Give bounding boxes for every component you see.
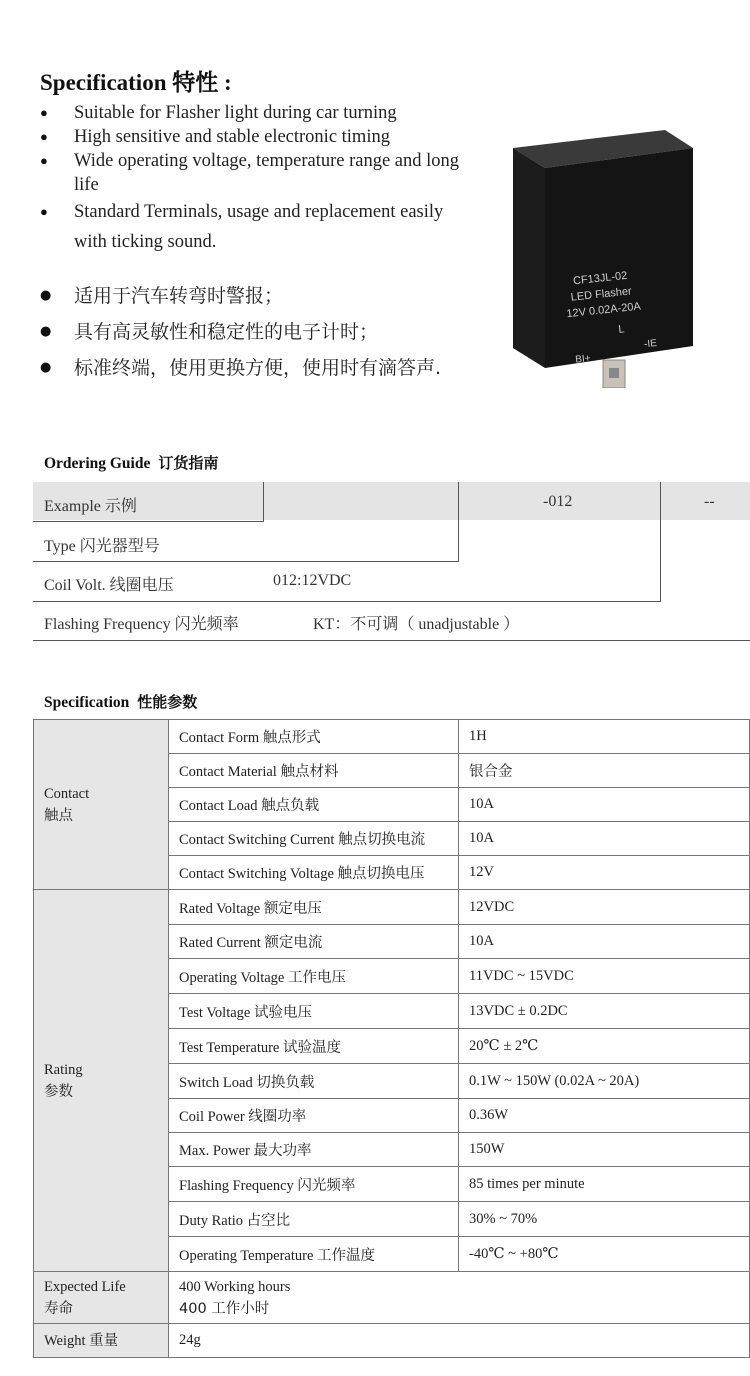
param-value: 10A — [459, 788, 750, 822]
param-name: Duty Ratio 占空比 — [169, 1202, 459, 1237]
spec-table-title-en: Specification — [44, 694, 130, 711]
expected-life-value-en: 400 Working hours — [179, 1278, 291, 1295]
table-row — [34, 890, 750, 925]
divider — [660, 482, 661, 602]
param-value: 10A — [459, 822, 750, 856]
param-name: Max. Power 最大功率 — [169, 1133, 459, 1167]
param-value: 1H — [459, 720, 750, 754]
group-label-en: Rating — [44, 1061, 83, 1078]
param-value: 13VDC ± 0.2DC — [459, 994, 750, 1029]
weight-value: 24g — [169, 1324, 750, 1358]
ordering-guide-title-cn: 订货指南 — [158, 454, 219, 472]
expected-life-value-cn: 400 工作小时 — [179, 1300, 270, 1317]
weight-label: Weight 重量 — [34, 1324, 169, 1358]
divider — [33, 601, 661, 602]
example-code: -012 — [543, 493, 573, 510]
divider — [33, 561, 459, 562]
ordering-guide-title — [44, 452, 218, 473]
param-name: Coil Power 线圈功率 — [169, 1099, 459, 1133]
group-label-cn: 触点 — [44, 807, 73, 824]
feature-item: ● High sensitive and stable electronic timing — [40, 125, 460, 149]
feature-item: ● Wide operating voltage, temperature range and long life — [40, 149, 460, 197]
param-name: Test Temperature 试验温度 — [169, 1029, 459, 1064]
table-row — [34, 1272, 750, 1324]
feature-item: ● Standard Terminals, usage and replacement easily with ticking sound. — [40, 197, 460, 257]
expected-life-label — [34, 1272, 169, 1324]
coil-label: Coil Volt. 线圈电压 — [44, 577, 174, 594]
param-name: Contact Form 触点形式 — [169, 720, 459, 754]
param-name: Test Voltage 试验电压 — [169, 994, 459, 1029]
feature-list-en — [40, 101, 460, 257]
feature-list-cn — [40, 278, 460, 386]
feature-item: ● Suitable for Flasher light during car turning — [40, 101, 460, 125]
example-bar — [264, 482, 750, 520]
param-value: 30% ~ 70% — [459, 1202, 750, 1237]
specification-title: Specification 特性 : — [40, 70, 232, 95]
param-value: -40℃ ~ +80℃ — [459, 1237, 750, 1272]
param-name: Operating Temperature 工作温度 — [169, 1237, 459, 1272]
relay-label-line2: LED Flasher — [570, 285, 633, 304]
frequency-value: KT：不可调（ unadjustable ） — [313, 616, 520, 633]
example-suffix: -- — [704, 493, 715, 510]
param-value: 10A — [459, 925, 750, 959]
spec-table — [33, 719, 750, 1358]
param-value: 20℃ ± 2℃ — [459, 1029, 750, 1064]
param-name: Contact Switching Current 触点切换电流 — [169, 822, 459, 856]
feature-item-cn: ● 标准终端，使用更换方便，使用时有滴答声. — [40, 350, 460, 386]
param-name: Flashing Frequency 闪光频率 — [169, 1167, 459, 1202]
table-row — [34, 720, 750, 754]
frequency-label: Flashing Frequency 闪光频率 — [44, 616, 239, 633]
group-label — [34, 890, 169, 1272]
divider — [33, 640, 750, 641]
param-name: Contact Material 触点材料 — [169, 754, 459, 788]
param-name: Rated Current 额定电流 — [169, 925, 459, 959]
spec-table-title-cn: 性能参数 — [137, 693, 198, 711]
group-label-en: Contact — [44, 785, 90, 802]
param-name: Contact Switching Voltage 触点切换电压 — [169, 856, 459, 890]
type-label: Type 闪光器型号 — [44, 538, 160, 555]
param-value: 0.1W ~ 150W (0.02A ~ 20A) — [459, 1064, 750, 1099]
divider — [458, 482, 459, 562]
flasher-relay-image — [505, 128, 705, 388]
table-row — [34, 1324, 750, 1358]
expected-life-value — [169, 1272, 750, 1324]
coil-value: 012:12VDC — [273, 572, 352, 589]
param-value: 150W — [459, 1133, 750, 1167]
group-label-cn: 参数 — [44, 1083, 73, 1100]
expected-life-label-cn: 寿命 — [44, 1300, 73, 1317]
param-name: Rated Voltage 额定电压 — [169, 890, 459, 925]
feature-item-cn: ● 适用于汽车转弯时警报； — [40, 278, 460, 314]
param-value: 12VDC — [459, 890, 750, 925]
relay-pin-left: BI+ — [574, 353, 592, 366]
spec-table-title — [44, 691, 197, 712]
param-value: 11VDC ~ 15VDC — [459, 959, 750, 994]
relay-pin-right: -IE — [643, 338, 658, 351]
param-value: 85 times per minute — [459, 1167, 750, 1202]
divider — [263, 482, 264, 521]
param-name: Contact Load 触点负载 — [169, 788, 459, 822]
relay-label-line3: 12V 0.02A-20A — [565, 300, 642, 321]
relay-symbol: L — [617, 323, 626, 336]
param-value: 0.36W — [459, 1099, 750, 1133]
feature-item-cn: ● 具有高灵敏性和稳定性的电子计时； — [40, 314, 460, 350]
param-name: Switch Load 切换负载 — [169, 1064, 459, 1099]
divider — [33, 521, 264, 522]
example-label: Example 示例 — [44, 498, 137, 515]
ordering-guide-title-en: Ordering Guide — [44, 455, 151, 472]
param-name: Operating Voltage 工作电压 — [169, 959, 459, 994]
param-value: 12V — [459, 856, 750, 890]
relay-label-line1: CF13JL-02 — [572, 269, 628, 288]
param-value: 银合金 — [459, 754, 750, 788]
group-label — [34, 720, 169, 890]
expected-life-label-en: Expected Life — [44, 1278, 126, 1295]
